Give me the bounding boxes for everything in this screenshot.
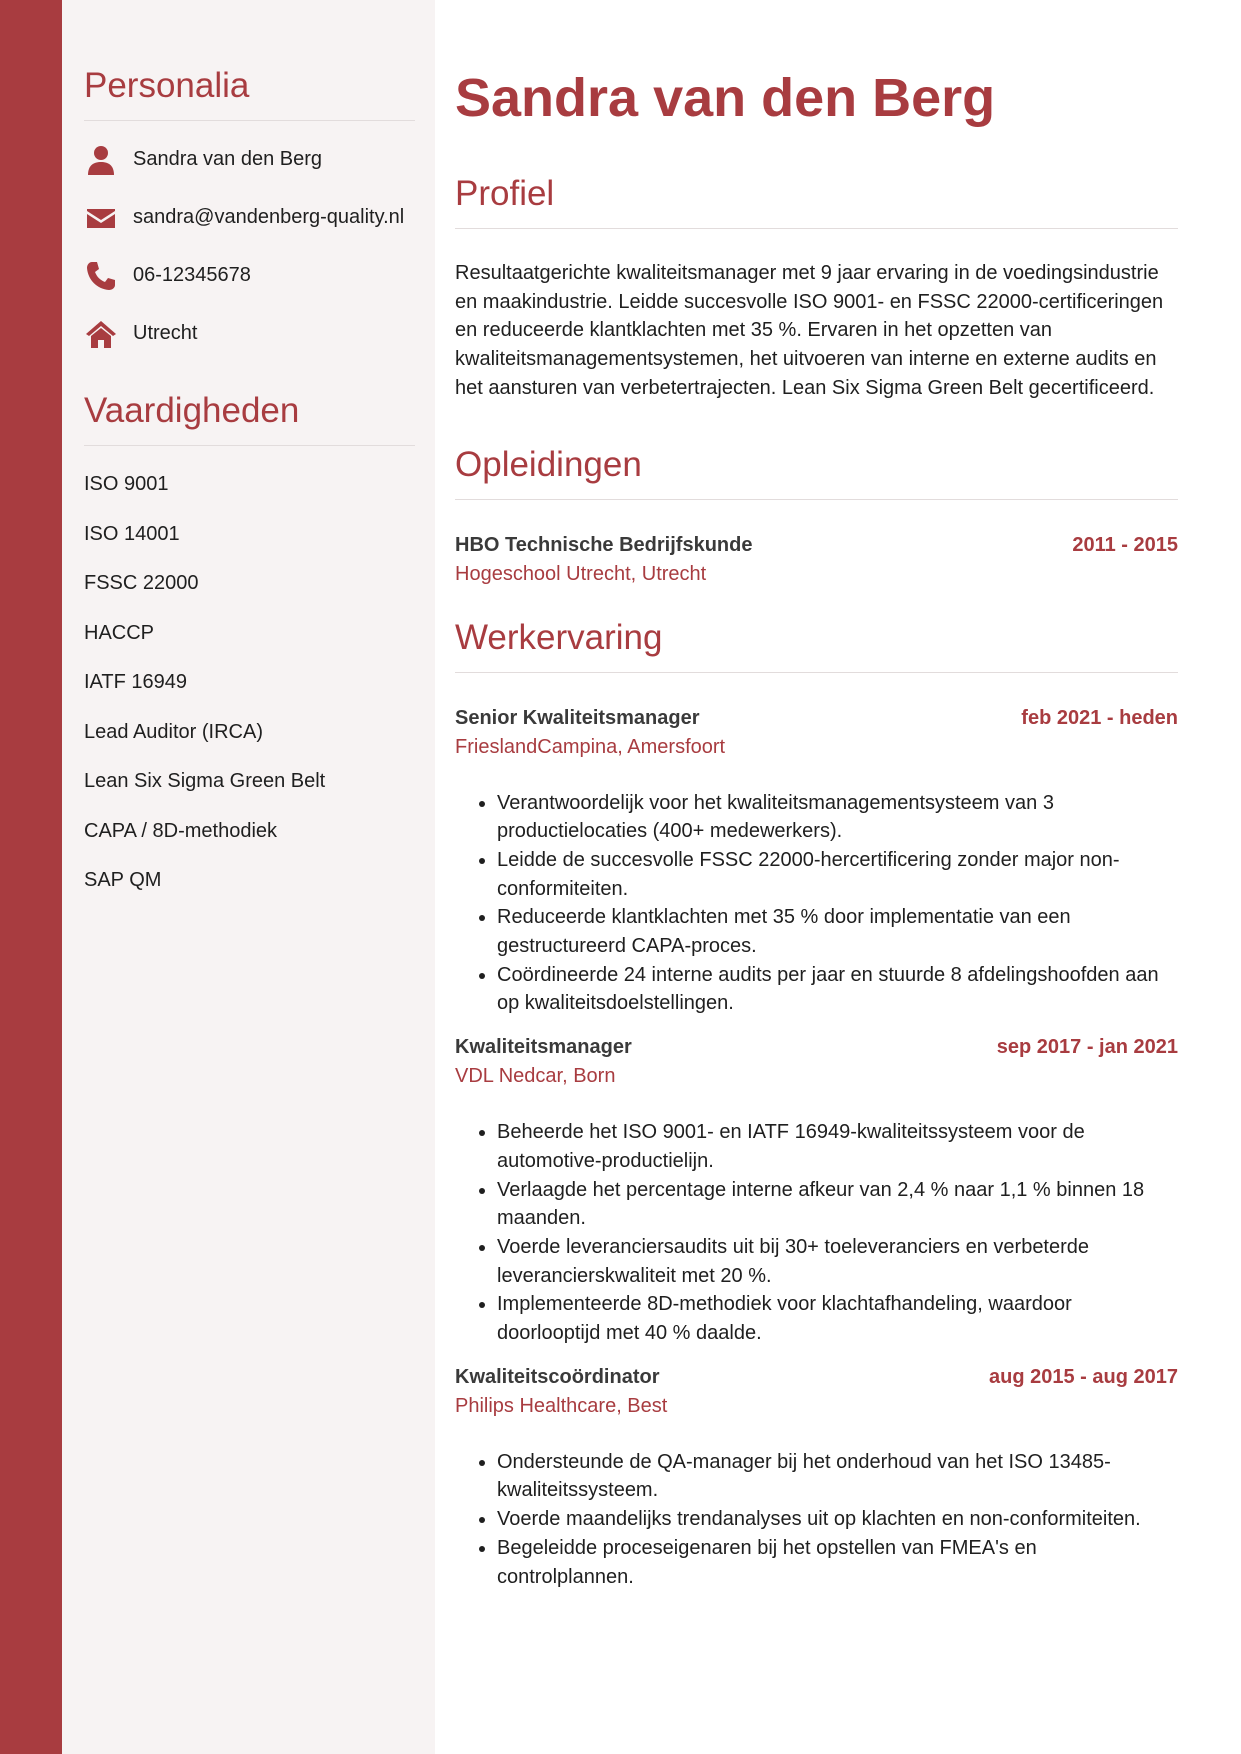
skill-item: ISO 9001 <box>84 473 169 495</box>
personalia-heading: Personalia <box>84 66 415 121</box>
home-icon <box>84 317 118 351</box>
skills-heading: Vaardigheden <box>84 391 415 446</box>
job-date: sep 2017 - jan 2021 <box>996 1036 1178 1059</box>
job-title: Kwaliteitscoördinator <box>455 1365 660 1388</box>
education-entry <box>455 534 1178 586</box>
skill-item: HACCP <box>84 621 155 644</box>
phone-icon <box>84 259 118 293</box>
skill-item: Lean Six Sigma Green Belt <box>84 770 326 792</box>
job-org: Philips Healthcare, Best <box>455 1394 668 1417</box>
education-title: HBO Technische Bedrijfskunde <box>455 533 753 556</box>
education-heading: Opleidingen <box>455 445 1178 500</box>
job-bullet: • Begeleidde proceseigenaren bij het opstellen van FMEA's en controlplannen. <box>497 1534 1178 1591</box>
job-bullet: • Ondersteunde de QA-manager bij het onderhoud van het ISO 13485-kwaliteitssysteem. <box>497 1448 1178 1505</box>
job-bullet: • Leidde de succesvolle FSSC 22000-hercertificering zonder major non-conformiteiten. <box>497 846 1178 903</box>
candidate-name: Sandra van den Berg <box>455 68 996 128</box>
job-bullet: • Voerde maandelijks trendanalyses uit op klachten en non-conformiteiten. <box>497 1505 1178 1534</box>
job-bullets <box>455 789 1178 1019</box>
contact-list <box>84 121 415 351</box>
contact-email[interactable] <box>84 201 415 235</box>
envelope-icon <box>84 201 118 235</box>
user-icon <box>84 143 118 177</box>
job-org: FrieslandCampina, Amersfoort <box>455 735 726 758</box>
work-entry <box>455 707 1178 1019</box>
education-org: Hogeschool Utrecht, Utrecht <box>455 562 707 585</box>
skill-item: SAP QM <box>84 869 162 891</box>
skill-item: FSSC 22000 <box>84 572 199 594</box>
skills-list <box>84 446 415 892</box>
job-bullet: • Voerde leveranciersaudits uit bij 30+ toeleveranciers en verbeterde leverancierskwaliteit met 20 %. <box>497 1233 1178 1290</box>
profile-heading: Profiel <box>455 174 1178 229</box>
job-bullet: • Verantwoordelijk voor het kwaliteitsmanagementsysteem van 3 productielocaties (400+ medewerkers). <box>497 789 1178 846</box>
job-org: VDL Nedcar, Born <box>455 1065 616 1088</box>
job-title: Kwaliteitsmanager <box>455 1036 632 1059</box>
skill-item: IATF 16949 <box>84 671 188 693</box>
work-heading: Werkervaring <box>455 618 1178 673</box>
job-bullet: • Implementeerde 8D-methodiek voor klachtafhandeling, waardoor doorlooptijd met 40 % daalde. <box>497 1290 1178 1347</box>
sidebar <box>62 0 435 1754</box>
main-content <box>455 0 1178 1591</box>
skill-item: ISO 14001 <box>84 522 180 545</box>
contact-city <box>84 317 415 351</box>
job-bullets <box>455 1118 1178 1348</box>
education-date: 2011 - 2015 <box>1072 533 1178 556</box>
skill-item: Lead Auditor (IRCA) <box>84 720 263 743</box>
accent-stripe <box>0 0 62 1754</box>
contact-city-text: Utrecht <box>133 322 198 344</box>
job-bullet: • Coördineerde 24 interne audits per jaar en stuurde 8 afdelingshoofden aan op kwaliteitsdoelstellingen. <box>497 961 1178 1018</box>
job-title: Senior Kwaliteitsmanager <box>455 706 700 729</box>
contact-phone-text[interactable]: 06-12345678 <box>133 264 251 286</box>
skill-item: CAPA / 8D-methodiek <box>84 819 278 842</box>
work-entry <box>455 1366 1178 1592</box>
contact-phone[interactable] <box>84 259 415 293</box>
contact-email-text[interactable]: sandra@vandenberg-quality.nl <box>133 206 405 228</box>
job-bullet: • Reduceerde klantklachten met 35 % door implementatie van een gestructureerd CAPA-proces. <box>497 903 1178 960</box>
job-date: aug 2015 - aug 2017 <box>989 1365 1178 1388</box>
contact-name <box>84 143 415 177</box>
job-bullet: • Beheerde het ISO 9001- en IATF 16949-kwaliteitssysteem voor de automotive-productielijn. <box>497 1118 1178 1175</box>
job-bullets <box>455 1448 1178 1592</box>
job-date: feb 2021 - heden <box>1021 706 1178 729</box>
profile-text: Resultaatgerichte kwaliteitsmanager met 9 jaar ervaring in de voedingsindustrie en maakindustrie. Leidde succesvolle ISO 9001- en FSSC 22000-certificeringen en reduceerde klantklachten met 35 %. Ervaren in het opzetten van kwaliteitsmanagementsystemen, het uitvoeren van interne en externe audits en het aansturen van verbetertrajecten. Lean Six Sigma Green Belt gecertificeerd. <box>455 262 1164 399</box>
contact-name-text: Sandra van den Berg <box>133 148 323 170</box>
job-bullet: • Verlaagde het percentage interne afkeur van 2,4 % naar 1,1 % binnen 18 maanden. <box>497 1176 1178 1233</box>
work-entry <box>455 1036 1178 1348</box>
